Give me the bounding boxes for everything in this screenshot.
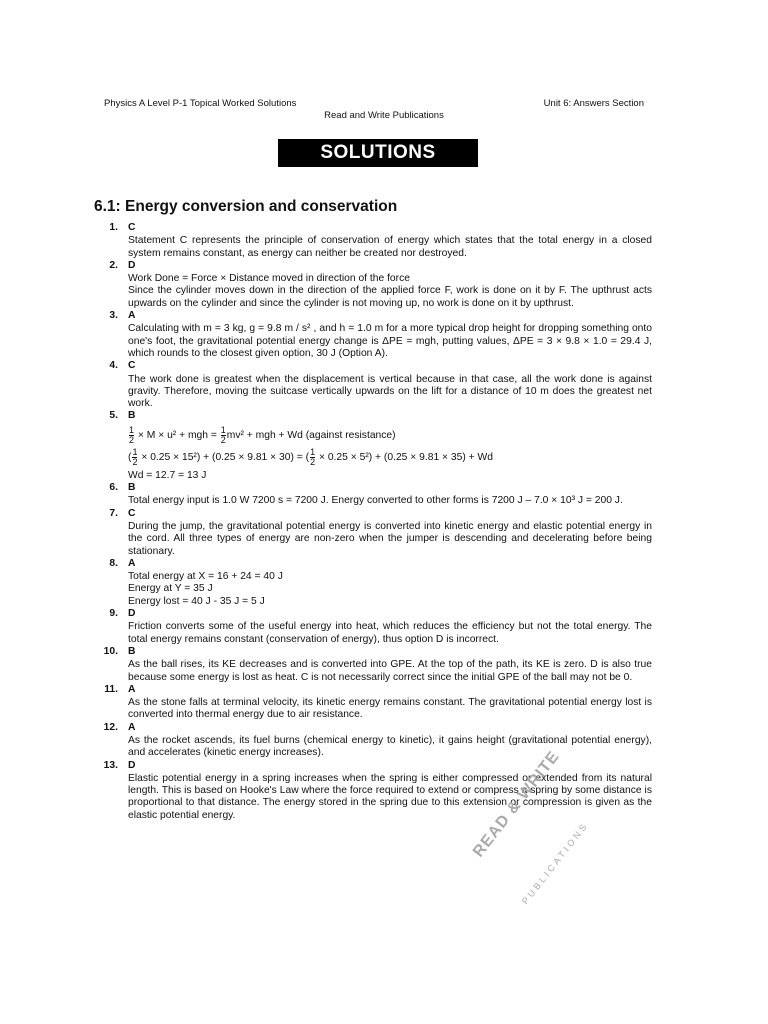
explanation: Total energy at X = 16 + 24 = 40 J [128,571,283,583]
explanation: Work Done = Force × Distance moved in direction of the force [128,273,410,285]
answer-item [92,482,652,508]
answer-item [92,684,652,722]
question-number: 9. [109,608,118,620]
question-number: 3. [109,310,118,322]
explanation: Friction converts some of the useful energy into heat, which reduces the efficiency but not the total energy. The total energy remains constant (conservation of energy), thus option D is incorrect. [128,621,652,645]
question-number: 10. [103,645,118,657]
question-number: 2. [109,259,118,271]
equation-text: × 0.25 × 15²) + (0.25 × 9.81 × 30) = ( [141,451,310,463]
equation-text: × 0.25 × 5²) + (0.25 × 9.81 × 35) + Wd [318,451,493,463]
answer-letter: C [128,507,136,519]
answer-letter: A [128,557,136,569]
answer-item [92,558,652,608]
explanation: During the jump, the gravitational potential energy is converted into kinetic energy and elastic potential energy in the cord. All three types of energy are non-zero when the jumper is descending and decelerating before being stationary. [128,520,652,557]
question-number: 11. [104,683,118,695]
equation-text: ( [128,451,132,463]
explanation: Energy at Y = 35 J [128,583,213,595]
fraction-half: $\frac{1}{2}$ [129,424,135,445]
answer-item [92,310,652,360]
question-number: 4. [109,360,118,372]
explanation: Energy lost = 40 J - 35 J = 5 J [128,595,265,607]
section-title: 6.1: Energy conversion and conservation [94,198,398,215]
explanation: Statement C represents the principle of conservation of energy which states that the total energy in a closed system remains constant, as energy can neither be created nor destroyed. [128,235,652,259]
equation-text: mv² + mgh + Wd (against resistance) [226,429,396,441]
answer-letter: D [128,259,136,271]
question-number: 1. [109,222,118,233]
answer-item [92,260,652,310]
equation-result: Wd = 12.7 = 13 J [128,469,207,481]
solutions-banner: SOLUTIONS [278,139,478,167]
answer-letter: B [128,482,136,494]
answer-letter: C [128,222,136,233]
answer-item [92,760,652,822]
watermark-logo: READ & WRITE [470,748,564,861]
answer-letter: B [128,410,136,422]
answer-item [92,646,652,684]
header-left: Physics A Level P-1 Topical Worked Solutions [104,98,297,109]
question-number: 6. [109,482,118,494]
question-number: 13. [103,759,118,771]
watermark-sub: PUBLICATIONS [520,820,591,907]
fraction-half: $\frac{1}{2}$ [310,446,316,467]
explanation: Calculating with m = 3 kg, g = 9.8 m / s² , and h = 1.0 m for a more typical drop height for dropping something onto one's foot, the gravitational potential energy change is ΔPE = mgh, putting values, ΔPE = 3 × 9.8 × 1.0 = 29.4 J, which rounds to the closest given option, 30 J (Option A). [128,323,652,359]
answer-letter: C [128,360,136,372]
explanation: As the stone falls at terminal velocity, its kinetic energy remains constant. The gravitational potential energy lost is converted into thermal energy due to air resistance. [128,697,652,721]
answer-letter: D [128,608,136,620]
explanation: Elastic potential energy in a spring increases when the spring is either compressed or extended from its natural length. This is based on Hooke's Law where the force required to extend or compress a spring by some distance is proportional to that distance. The energy stored in the spring due to this extension or compression is given as the elastic potential energy. [128,772,652,821]
header-right: Unit 6: Answers Section [543,98,644,109]
explanation: Since the cylinder moves down in the direction of the applied force F, work is done on it by F. The upthrust acts upwards on the cylinder and since the cylinder is not moving up, no work is done on it by upthrust. [128,285,652,309]
question-number: 12. [103,721,118,733]
answer-item [92,360,652,410]
answer-letter: A [128,683,136,695]
answer-item [92,222,652,260]
answer-item [92,608,652,646]
answer-list [92,222,652,822]
explanation: The work done is greatest when the displacement is vertical because in that case, all the work done is against gravity. Therefore, moving the suitcase vertically upwards on the lift for a distance of 10 m does the greatest net work. [128,373,652,410]
answer-item [92,508,652,558]
explanation: Total energy input is 1.0 W 7200 s = 7200 J. Energy converted to other forms is 7200 J – 7.0 × 10³ J = 200 J. [128,495,623,507]
equation-line [128,448,652,467]
fraction-half: $\frac{1}{2}$ [220,424,226,445]
question-number: 7. [109,507,118,519]
answer-letter: B [128,645,136,657]
header-publisher: Read and Write Publications [324,110,444,121]
question-number: 8. [109,557,118,569]
answer-letter: D [128,759,136,771]
answer-letter: A [128,310,136,322]
question-number: 5. [109,410,118,422]
explanation: As the ball rises, its KE decreases and is converted into GPE. At the top of the path, its KE is zero. D is also true because some energy is lost as heat. C is not necessarily correct since the initial GPE of the ball may not be 0. [128,659,652,683]
answer-letter: A [128,721,136,733]
answer-item [92,722,652,760]
fraction-half: $\frac{1}{2}$ [132,446,138,467]
equation-line [128,426,652,445]
answer-item [92,410,652,482]
explanation: As the rocket ascends, its fuel burns (chemical energy to kinetic), it gains height (gravitational potential energy), and accelerates (kinetic energy increases). [128,734,652,759]
equation-text: × M × u² + mgh = [137,429,217,441]
